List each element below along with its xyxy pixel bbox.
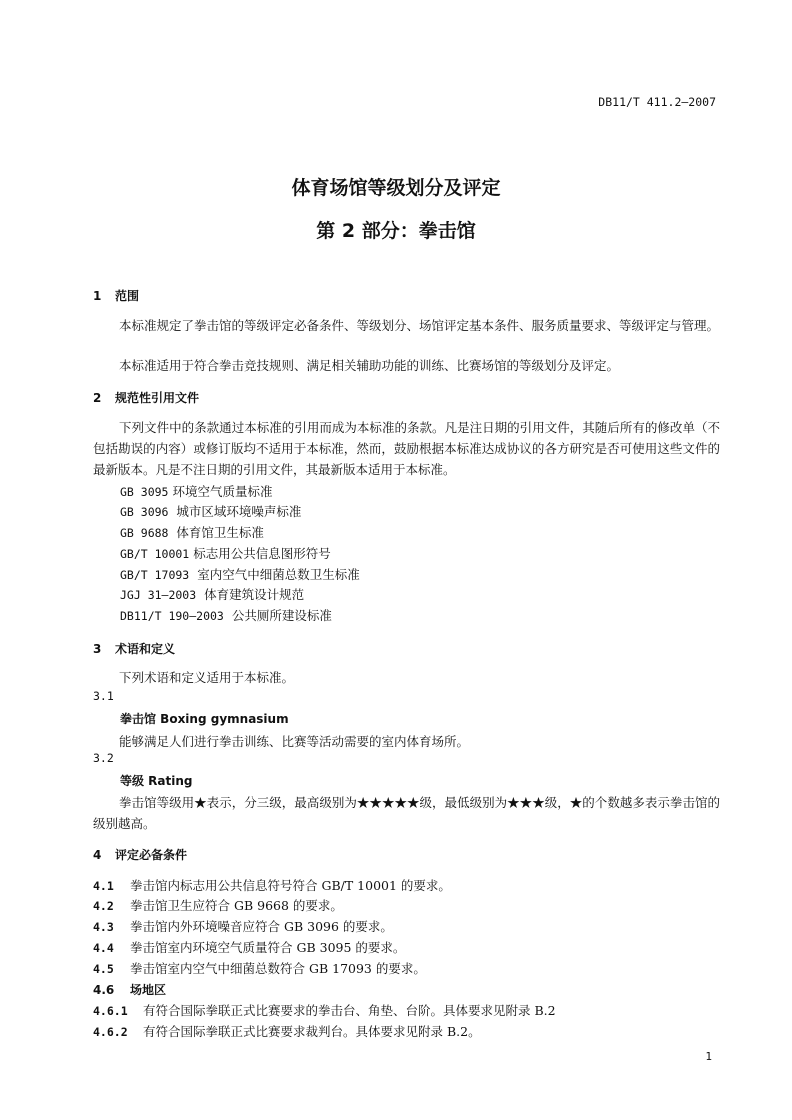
subsection-number: 4.6 (93, 983, 115, 997)
subsection-title: 场地区 (130, 983, 167, 997)
section-1-heading (93, 287, 139, 304)
document-subtitle: 第 2 部分：拳击馆 (316, 220, 476, 242)
list-item: 4.5 拳击馆室内空气中细菌总数符合 GB 17093 的要求。 (93, 961, 426, 976)
list-item: 4.6.2 有符合国际拳联正式比赛要求裁判台。具体要求见附录 B.2。 (93, 1024, 481, 1039)
document-code: DB11/T 411.2—2007 (598, 95, 716, 109)
reference-item: GB 9688 体育馆卫生标准 (120, 525, 264, 540)
reference-item: GB/T 17093 室内空气中细菌总数卫生标准 (120, 567, 360, 582)
term-number: 3.1 (93, 689, 114, 703)
section-2-paragraph: 下列文件中的条款通过本标准的引用而成为本标准的条款。凡是注日期的引用文件，其随后所有的修改单（不包括勘误的内容）或修订版均不适用于本标准，然而，鼓励根据本标准达成协议的各方研究是否可使用这些文件的最新版本。凡是不注日期的引用文件，其最新版本适用于本标准。 (93, 420, 720, 477)
section-2-heading (93, 389, 199, 406)
section-1-paragraph-1: 本标准规定了拳击馆的等级评定必备条件、等级划分、场馆评定基本条件、服务质量要求、等级评定与管理。 (119, 318, 720, 333)
list-item: 4.3 拳击馆内外环境噪音应符合 GB 3096 的要求。 (93, 919, 393, 934)
section-title: 范围 (115, 289, 140, 303)
section-1-paragraph-2: 本标准适用于符合拳击竞技规则、满足相关辅助功能的训练、比赛场馆的等级划分及评定。 (119, 358, 620, 373)
term-definition: 能够满足人们进行拳击训练、比赛等活动需要的室内体育场所。 (119, 734, 470, 749)
section-title: 评定必备条件 (115, 848, 188, 862)
reference-item: GB 3096 城市区域环境噪声标准 (120, 504, 302, 519)
term-number: 3.2 (93, 751, 114, 765)
section-3-intro: 下列术语和定义适用于本标准。 (119, 670, 295, 685)
list-item: 4.2 拳击馆卫生应符合 GB 9668 的要求。 (93, 898, 343, 913)
reference-item: GB/T 10001 标志用公共信息图形符号 (120, 546, 331, 561)
reference-item: GB 3095 环境空气质量标准 (120, 484, 273, 499)
term-title: 拳击馆 Boxing gymnasium (120, 712, 289, 726)
section-title: 规范性引用文件 (115, 391, 200, 405)
section-number: 3 (93, 642, 102, 656)
subsection-heading (93, 981, 166, 998)
section-title: 术语和定义 (115, 642, 176, 656)
term-title: 等级 Rating (120, 774, 193, 788)
page-number: 1 (705, 1050, 712, 1063)
list-item: 4.4 拳击馆室内环境空气质量符合 GB 3095 的要求。 (93, 940, 406, 955)
reference-item: DB11/T 190—2003 公共厕所建设标准 (120, 608, 332, 623)
section-3-heading (93, 640, 175, 657)
section-number: 4 (93, 848, 102, 862)
section-4-heading (93, 846, 187, 863)
reference-item: JGJ 31—2003 体育建筑设计规范 (120, 587, 305, 602)
list-item: 4.6.1 有符合国际拳联正式比赛要求的拳击台、角垫、台阶。具体要求见附录 B.2 (93, 1003, 556, 1018)
section-number: 1 (93, 289, 102, 303)
document-title: 体育场馆等级划分及评定 (291, 177, 501, 199)
list-item: 4.1 拳击馆内标志用公共信息符号符合 GB/T 10001 的要求。 (93, 878, 451, 893)
term-definition: 拳击馆等级用★表示，分三级，最高级别为★★★★★级，最低级别为★★★级，★的个数越多表示拳击馆的级别越高。 (93, 795, 720, 831)
section-number: 2 (93, 391, 102, 405)
